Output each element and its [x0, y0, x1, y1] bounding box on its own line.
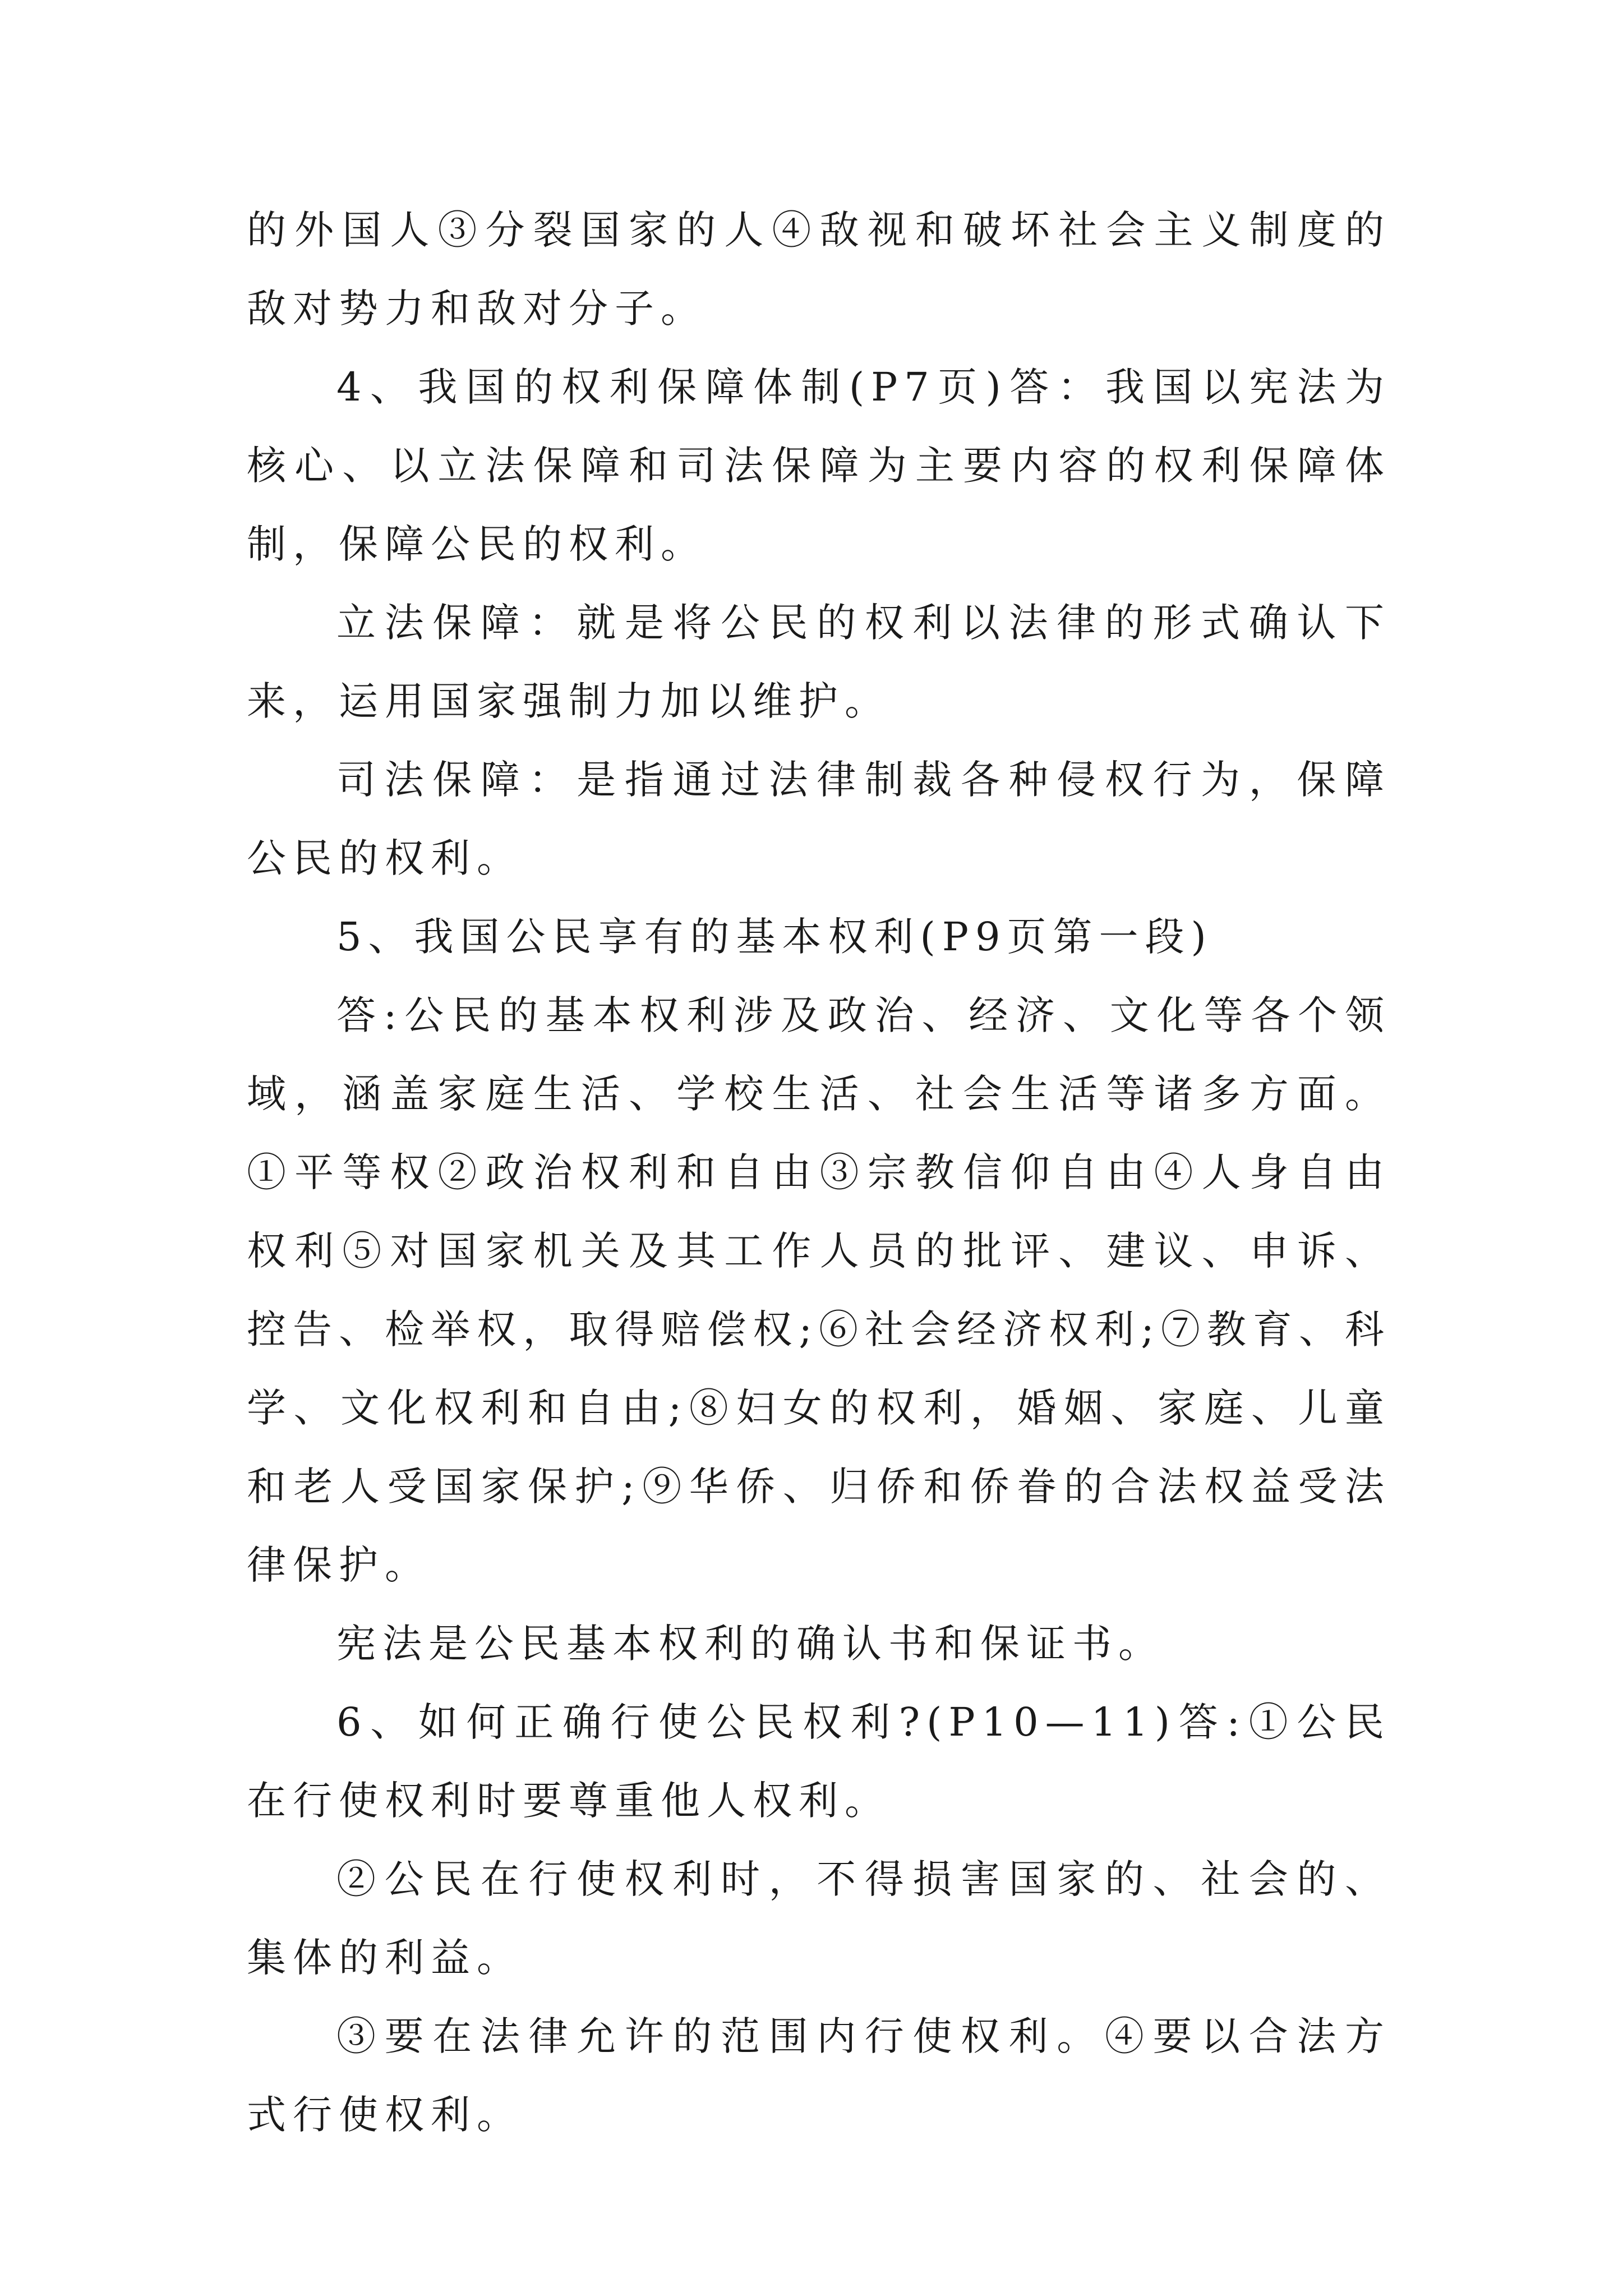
paragraph-item-6: 6、如何正确行使公民权利?(P10—11)答:①公民在行使权利时要尊重他人权利。: [247, 1699, 1391, 1824]
paragraph-judicial-guarantee: 司法保障：是指通过法律制裁各种侵权行为，保障公民的权利。: [247, 757, 1391, 881]
paragraph-item-5-heading: 5、我国公民享有的基本权利(P9页第一段): [336, 914, 1213, 960]
paragraph-item-4: 4、我国的权利保障体制(P7页)答：我国以宪法为核心、以立法保障和司法保障为主要内容的权利保障体制，保障公民的权利。: [247, 364, 1391, 567]
document-page: [247, 191, 1391, 2154]
paragraph-continuation: 的外国人③分裂国家的人④敌视和破坏社会主义制度的敌对势力和敌对分子。: [247, 207, 1391, 332]
paragraph-legislative-guarantee: 立法保障：就是将公民的权利以法律的形式确认下来，运用国家强制力加以维护。: [247, 600, 1391, 724]
paragraph-item-6-points-3-4: ③要在法律允许的范围内行使权利。④要以合法方式行使权利。: [247, 2013, 1391, 2138]
paragraph-item-6-point-2: ②公民在行使权利时，不得损害国家的、社会的、集体的利益。: [247, 1856, 1391, 1981]
paragraph-item-5-answer: 答:公民的基本权利涉及政治、经济、文化等各个领域，涵盖家庭生活、学校生活、社会生活等诸多方面。①平等权②政治权利和自由③宗教信仰自由④人身自由权利⑤对国家机关及其工作人员的批评、建议、申诉、控告、检举权，取得赔偿权;⑥社会经济权利;⑦教育、科学、文化权利和自由;⑧妇女的权利，婚姻、家庭、儿童和老人受国家保护;⑨华侨、归侨和侨眷的合法权益受法律保护。: [247, 992, 1391, 1588]
paragraph-constitution-note: 宪法是公民基本权利的确认书和保证书。: [336, 1621, 1164, 1667]
